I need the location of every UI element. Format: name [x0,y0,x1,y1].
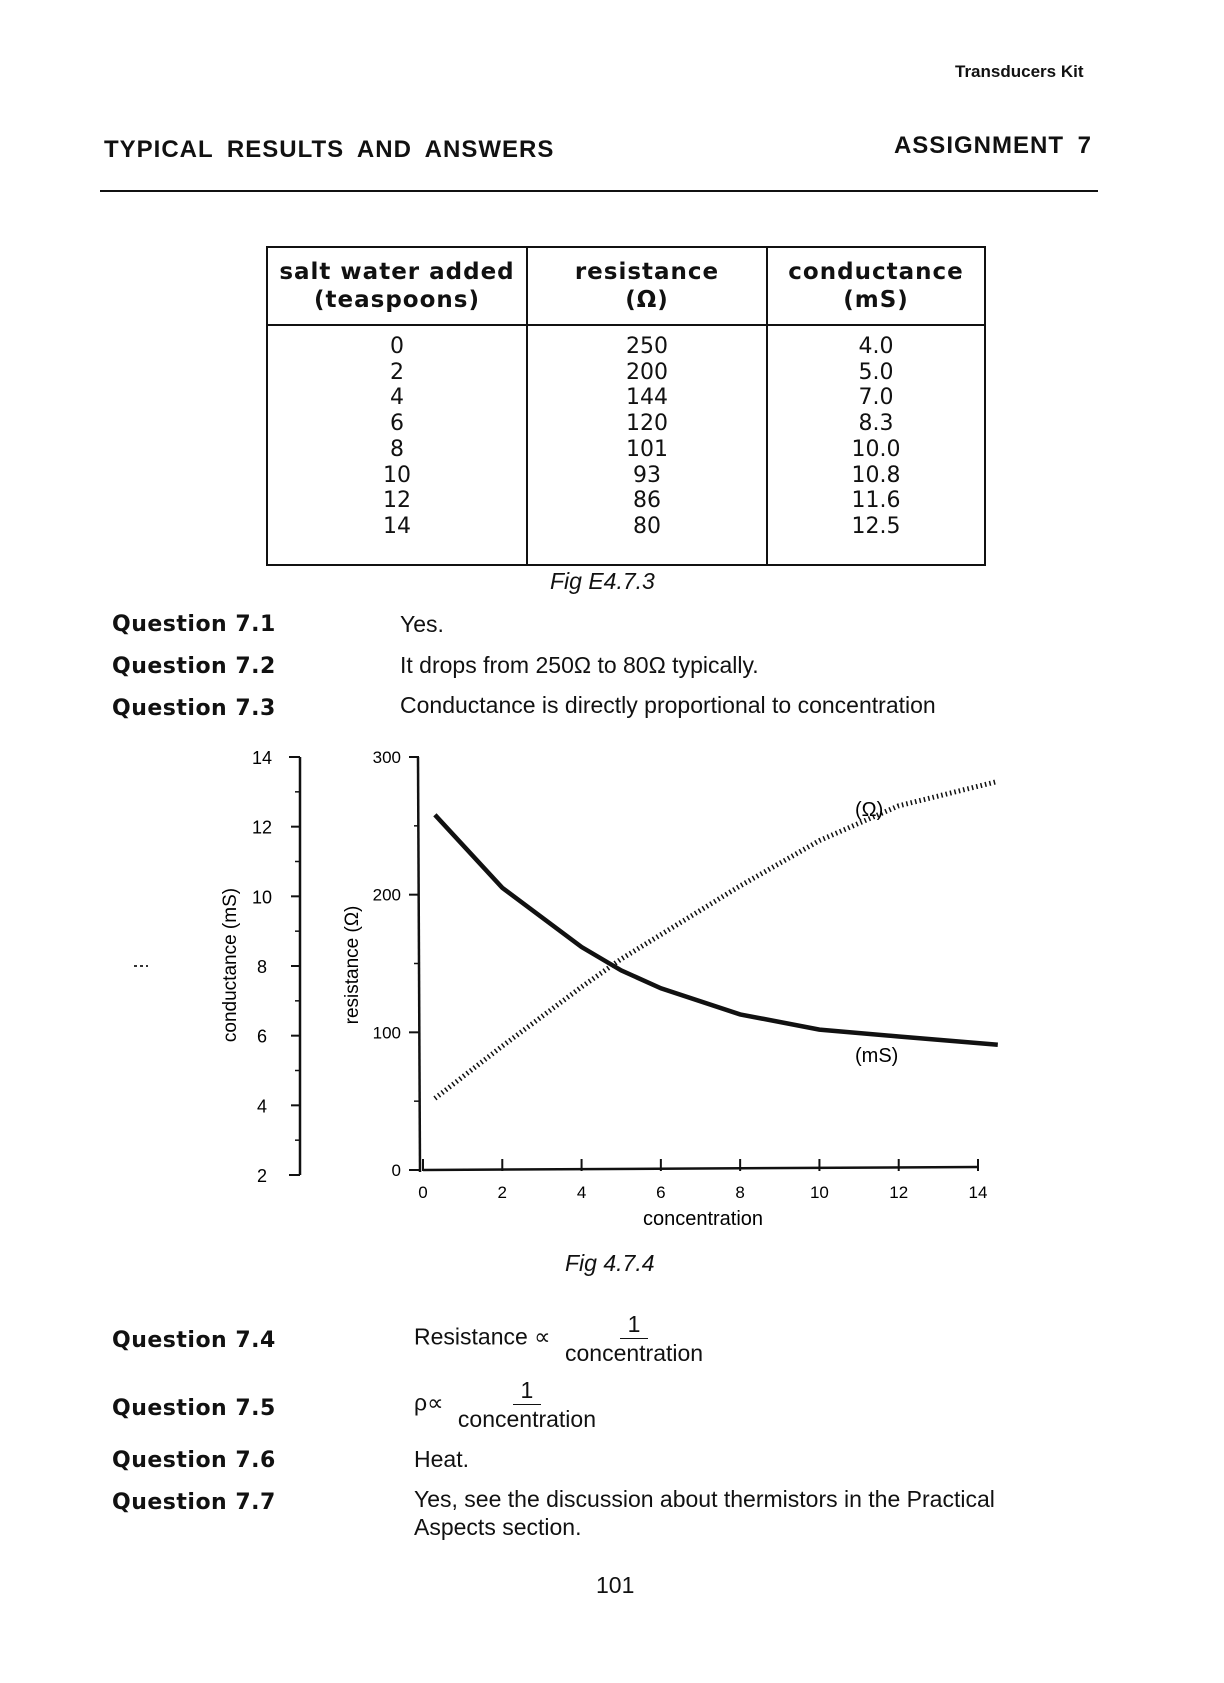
resistance-axis-title: resistance (Ω) [342,905,363,1025]
resistance-cell: 93 [633,462,661,488]
x-axis-tick-label: 4 [576,1183,587,1202]
fraction: $\frac{1}{\text{concentration}}$ [457,1377,596,1432]
x-axis-title: concentration [642,1208,764,1230]
resistance-axis-tick-label: 300 [372,748,401,767]
answer-text-line2: Aspects section. [414,1514,582,1540]
x-axis-tick-label: 8 [735,1183,745,1202]
answer-text: Heat. [414,1446,469,1472]
left-axis-tick-label: 2 [256,1166,268,1186]
fraction: $\frac{1}{\text{concentration}}$ [565,1311,704,1366]
page-number: 101 [596,1572,635,1598]
conductance-cell: 10.8 [851,462,901,488]
header-salt: salt water added (teaspoons) [267,247,527,325]
resistance-axis-tick-label: 100 [372,1023,401,1043]
answer-text: Conductance is directly proportional to concentration [400,692,936,718]
header-resistance: resistance (Ω) [527,247,767,325]
conductance-cell: 7.0 [858,385,894,411]
conductance-series-line [435,781,998,1098]
left-axis-tick-label: 12 [251,817,273,838]
resistance-axis-tick-label: 200 [372,885,401,905]
resistance-cell: 101 [626,436,668,462]
series-label-ms: (mS) [855,1045,899,1067]
answer-formula-resistance: Resistance ∝ $\frac{1}{\text{concentration}}$ [414,1310,711,1367]
salt-cell: 14 [383,513,411,539]
section-title: TYPICAL RESULTS AND ANSWERS [104,136,555,163]
conductance-cell: 11.6 [851,488,901,514]
left-axis-tick-label: 14 [251,748,273,768]
header-conductance: conductance (mS) [767,247,985,325]
left-axis-tick-label: 8 [256,957,268,977]
question-label: Question 7.6 [112,1448,276,1473]
x-axis-tick-label: 12 [889,1183,909,1202]
resistance-cell: 144 [626,385,668,411]
kit-name: Transducers Kit [955,62,1084,81]
salt-cell: 8 [390,436,404,462]
salt-cell: 12 [383,488,411,514]
conductance-cell: 10.0 [851,436,901,462]
chart-caption: Fig 4.7.4 [565,1250,655,1276]
conductance-axis-title: conductance (mS) [220,887,241,1043]
conductance-cell: 5.0 [858,359,894,385]
salt-cell: 0 [390,334,404,359]
resistance-axis-line [418,757,420,1172]
salt-cell: 6 [390,411,404,437]
x-axis-tick-label: 14 [968,1183,988,1202]
series-label-ohm: (Ω) [855,799,884,821]
conductance-cell: 4.0 [858,334,894,359]
question-label: Question 7.3 [112,696,276,721]
x-axis-tick-label: 2 [497,1183,508,1202]
answer-text-line1: Yes, see the discussion about thermistors in the Practical [414,1486,995,1512]
resistance-cell: 250 [626,334,668,359]
x-axis-tick-label: 6 [656,1183,666,1202]
question-label: Question 7.7 [112,1490,276,1515]
salt-cell: 10 [383,462,411,488]
question-label: Question 7.5 [112,1396,276,1421]
resistance-cell: 80 [633,513,661,539]
question-label: Question 7.4 [112,1328,276,1353]
resistance-cell: 86 [633,488,661,514]
left-axis-tick-label: 10 [251,887,273,908]
table-caption: Fig E4.7.3 [550,568,655,594]
salt-cell: 2 [390,359,404,385]
assignment-title: ASSIGNMENT 7 [893,132,1092,159]
answer-formula-resistivity: ρ∝ $\frac{1}{\text{concentration}}$ [414,1376,604,1433]
conductance-cell: 8.3 [858,411,894,437]
conductance-cell: 12.5 [851,513,901,539]
question-label: Question 7.1 [112,612,276,637]
left-axis-tick-label: 4 [256,1096,268,1117]
question-label: Question 7.2 [112,654,276,679]
salt-cell: 4 [390,385,404,411]
x-axis-tick-label: 10 [809,1183,829,1202]
resistance-cell: 120 [626,411,668,437]
resistance-cell: 200 [626,359,668,385]
x-axis-tick-label: 0 [418,1183,428,1202]
resistance-series-line [435,815,998,1045]
left-axis-tick-label: 6 [256,1026,268,1047]
resistance-axis-tick-label: 0 [391,1161,401,1180]
answer-text: It drops from 250Ω to 80Ω typically. [400,652,759,678]
x-axis-line [423,1167,978,1170]
answer-text: Yes. [400,611,444,637]
